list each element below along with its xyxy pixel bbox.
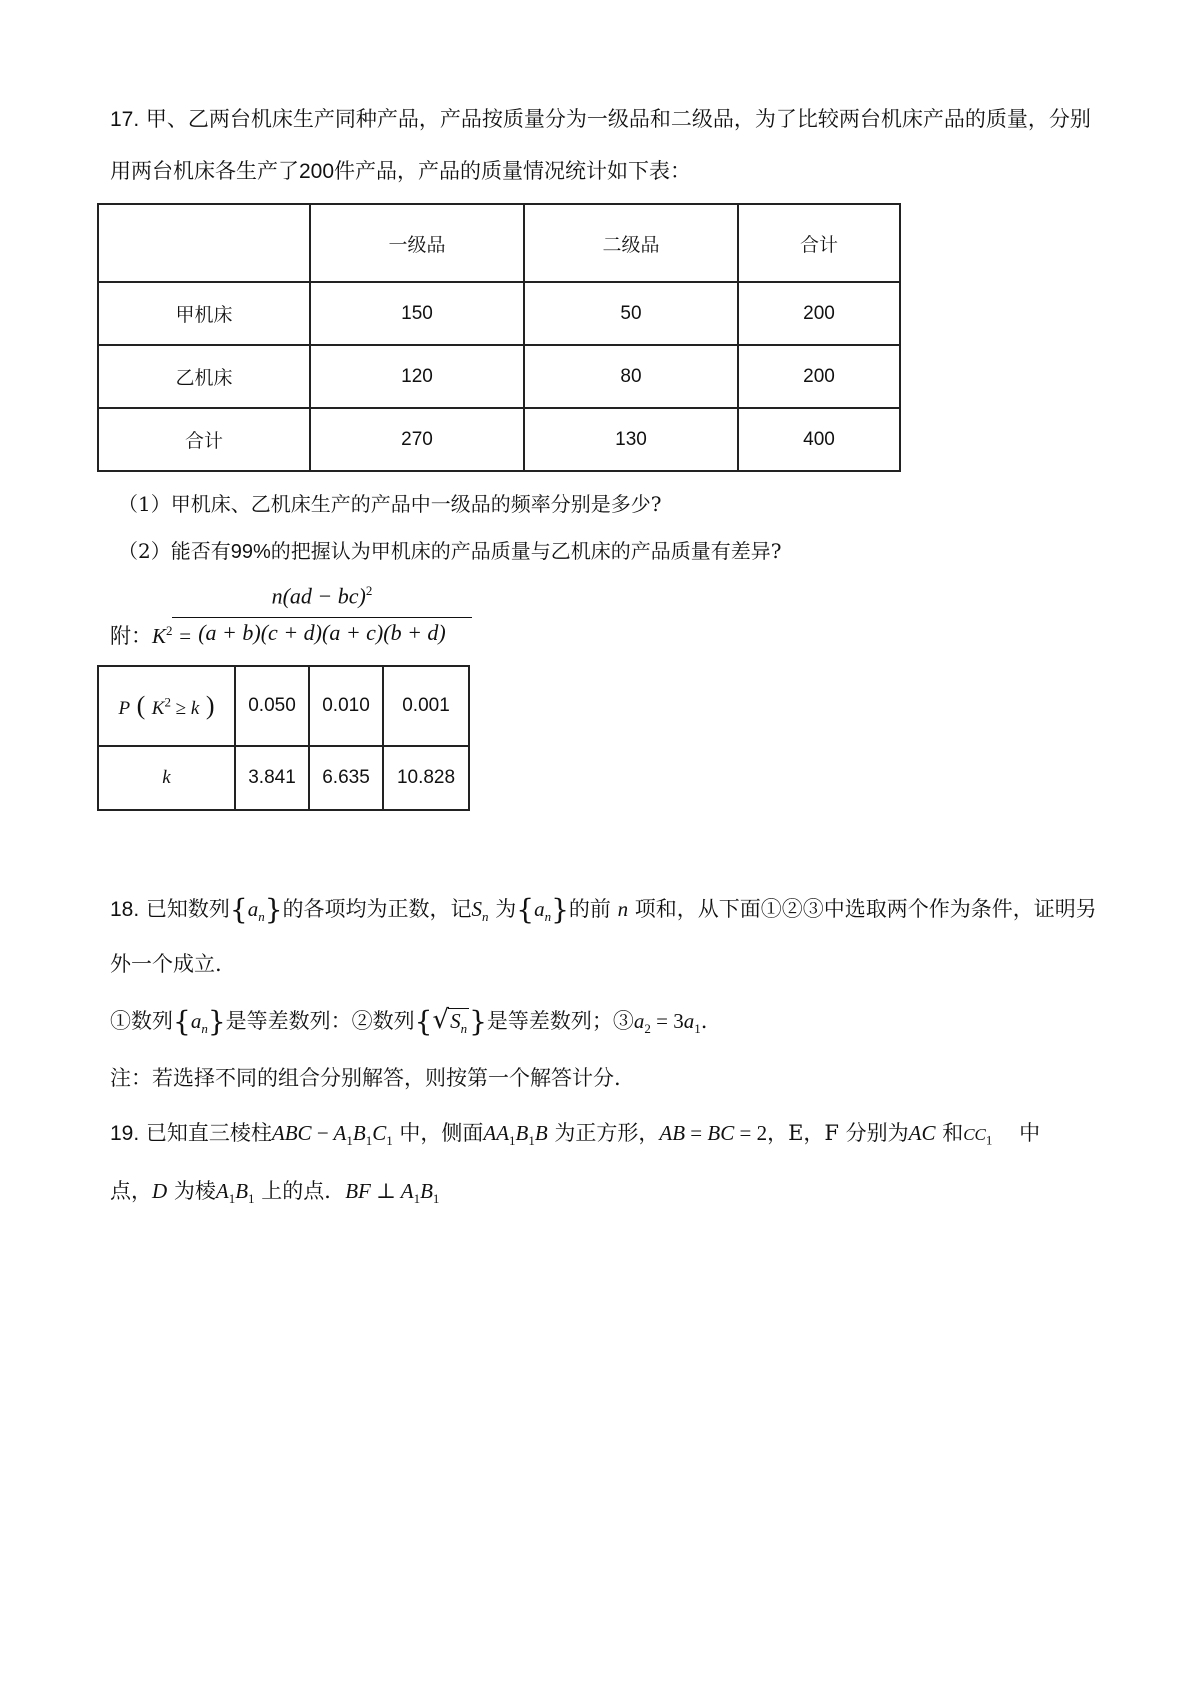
q19-line2: 点，D 为棱$A_1B_1$ 上的点．BF ⊥ $A_1B_1$ [110, 1179, 440, 1207]
formula-lhs: 附：$K^2$ = [110, 623, 192, 648]
q19-line1: 19. 已知直三棱柱ABC − $A_1B_1C_1$ 中，侧面$AA_1B_1B$ 为正方形，AB = BC = 2，E，F 分别为AC 和$CC_1$ 中 [110, 1121, 1041, 1149]
q18-number: 18. [110, 898, 140, 921]
q18-text-1b: 的各项均为正数，记 [282, 897, 472, 921]
table-row [98, 746, 469, 810]
q17-percent: 99% [230, 541, 271, 563]
q19-text-1b: 中，侧面 [399, 1121, 484, 1145]
table-cell: 200 [738, 345, 900, 408]
q18-text-1a: 已知数列 [145, 897, 230, 921]
q17-part2b: 的把握认为甲机床的产品质量与乙机床的产品质量有差异? [270, 539, 782, 563]
quality-table [97, 203, 901, 472]
table-row [98, 408, 900, 471]
q17-part2a: （2）能否有 [118, 539, 231, 563]
q19-text-1d: ，E，F 分别为 [767, 1121, 909, 1145]
table-header-row [98, 204, 900, 282]
table-cell: 120 [310, 345, 524, 408]
q18-text-1e: 项和，从下面①②③中选取两个作为条件，证明另 [634, 897, 1097, 921]
formula-numerator: n(ad − bc)$^2$ [271, 583, 373, 609]
table-cell: 0.010 [309, 666, 383, 746]
q17-line2 [110, 155, 691, 185]
table-cell: 130 [524, 408, 738, 471]
table-cell: 200 [738, 282, 900, 345]
q18-text-3a: ①数列 [110, 1009, 173, 1033]
table-cell: 乙机床 [98, 345, 310, 408]
table-cell: 400 [738, 408, 900, 471]
q18-text-3c: 是等差数列；③ [486, 1009, 634, 1033]
q19-text-1f: 中 [1019, 1121, 1041, 1145]
q18-line1: 18. 已知数列$\{a_n\}$的各项均为正数，记$S_n$ 为$\{a_n\}$的前 n 项和，从下面①②③中选取两个作为条件，证明另 [110, 893, 1097, 926]
table-cell: 甲机床 [98, 282, 310, 345]
q19-number: 19. [110, 1122, 140, 1145]
q17-text-2b: 件产品，产品的质量情况统计如下表： [334, 159, 692, 183]
table-header-cell: 一级品 [310, 204, 524, 282]
q17-number: 17. [110, 108, 140, 131]
q17-text-2a: 用两台机床各生产了 [110, 159, 299, 183]
table-cell: 80 [524, 345, 738, 408]
q17-text-1: 甲、乙两台机床生产同种产品，产品按质量分为一级品和二级品，为了比较两台机床产品的质量，分别 [145, 107, 1091, 131]
q17-line1 [110, 103, 1091, 133]
table-header-cell: 二级品 [524, 204, 738, 282]
q17-part1: （1）甲机床、乙机床生产的产品中一级品的频率分别是多少? [118, 492, 662, 516]
q18-note: 注：若选择不同的组合分别解答，则按第一个解答计分. [110, 1066, 621, 1090]
q19-text-2b: 为棱 [173, 1179, 216, 1203]
q19-text-1e: 和 [942, 1121, 964, 1145]
table-row [98, 666, 469, 746]
formula-fraction [172, 583, 472, 646]
q18-line3: ①数列$\{a_n\}$是等差数列：②数列$\{√S_n\}$是等差数列；$③a_2 = 3a_1$. [110, 1005, 708, 1038]
q18-text-1c: 为 [495, 897, 517, 921]
formula-denominator: (a + b)(c + d)(a + c)(b + d) [198, 620, 446, 645]
q19-text-2a: 点， [110, 1179, 152, 1203]
table-cell: 50 [524, 282, 738, 345]
table-header-cell: 合计 [738, 204, 900, 282]
q17-count: 200 [299, 160, 335, 183]
q18-text-3b: 是等差数列：②数列 [225, 1009, 415, 1033]
table-cell: 0.050 [235, 666, 309, 746]
q18-text-1d: 的前 [568, 897, 611, 921]
table-cell: 270 [310, 408, 524, 471]
table-cell: 150 [310, 282, 524, 345]
q19-text-2c: 上的点． [261, 1179, 346, 1203]
table-cell: 10.828 [383, 746, 469, 810]
q17-part2 [118, 535, 782, 564]
table-row [98, 345, 900, 408]
table-cell: 6.635 [309, 746, 383, 810]
p-label-cell: P ( $K^2 \ge k$ ) [98, 666, 235, 746]
table-cell: 3.841 [235, 746, 309, 810]
table-row [98, 282, 900, 345]
q18-line2: 外一个成立. [110, 952, 222, 976]
fraction-bar [172, 617, 472, 618]
formula-k: K [152, 624, 167, 648]
k-label-cell: k [98, 746, 235, 810]
q19-text-1c: 为正方形， [554, 1121, 660, 1145]
q19-text-1a: 已知直三棱柱 [145, 1121, 272, 1145]
appendix-label: 附： [110, 624, 152, 648]
table-header-cell [98, 204, 310, 282]
table-cell: 合计 [98, 408, 310, 471]
probability-table [97, 665, 470, 811]
table-cell: 0.001 [383, 666, 469, 746]
